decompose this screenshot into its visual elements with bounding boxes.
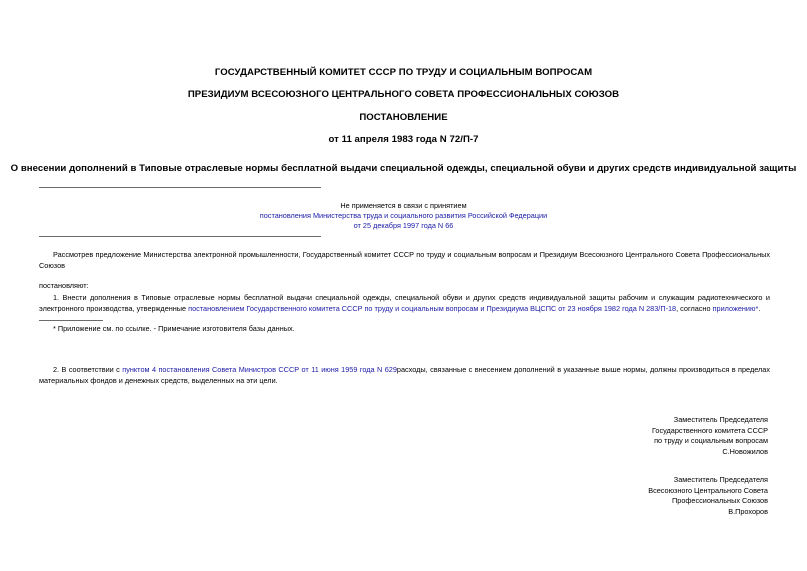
date-number: от 11 апреля 1983 года N 72/П-7 xyxy=(328,134,479,145)
footnote-rule xyxy=(39,320,103,321)
signature-block-2 xyxy=(508,475,768,518)
item-2-end: расходы, связанные с внесением дополнений в указанные выше нормы, должны производиться в пределах материальных фондов и денежных средств, выделенных на эти цели. xyxy=(39,365,770,385)
resolve-paragraph: постановляют: xyxy=(39,281,89,290)
signature-line: Заместитель Председателя xyxy=(673,475,768,484)
signatory-name: С.Новожилов xyxy=(722,447,768,457)
committee-heading: ГОСУДАРСТВЕННЫЙ КОМИТЕТ СССР ПО ТРУДУ И СОЦИАЛЬНЫМ ВОПРОСАМ xyxy=(214,67,593,78)
council-decree-link[interactable]: пунктом 4 постановления Совета Министров СССР от 11 июня 1959 года N 629 xyxy=(122,365,397,374)
divider-bottom xyxy=(39,236,321,237)
doc-type-heading: ПОСТАНОВЛЕНИЕ xyxy=(359,112,448,123)
item-1-end: . xyxy=(758,304,761,313)
signatory-name: В.Прохоров xyxy=(728,507,768,517)
signature-line: Заместитель Председателя xyxy=(673,415,768,424)
divider-top xyxy=(39,187,321,188)
decree-1982-link[interactable]: постановлением Государственного комитета СССР по труду и социальным вопросам и Президиума ВЦСПС от 23 ноября 1982 года N 283/П-18 xyxy=(188,304,677,313)
subject-title: О внесении дополнений в Типовые отраслевые нормы бесплатной выдачи специальной одежды, специальной обуви и других средств индивидуальной защиты xyxy=(10,163,797,174)
notice-line: Не применяется в связи с принятием xyxy=(340,201,467,210)
appendix-link[interactable]: приложению* xyxy=(712,304,759,313)
item-2-paragraph xyxy=(39,364,770,386)
footnote: * Приложение см. по ссылке. - Примечание изготовителя базы данных. xyxy=(53,324,295,333)
signature-block-1 xyxy=(508,415,768,458)
notice-link-date[interactable]: от 25 декабря 1997 года N 66 xyxy=(353,221,454,230)
signature-line: Государственного комитета СССР xyxy=(651,425,768,435)
item-1-mid: , согласно xyxy=(676,304,713,313)
intro-paragraph: Рассмотрев предложение Министерства электронной промышленности, Государственный комитет СССР по труду и социальным вопросам и Президиум Всесоюзного Центрального Совета Профессиональных Союзов xyxy=(39,250,770,270)
item-1-paragraph xyxy=(39,292,770,314)
signature-line: по труду и социальным вопросам xyxy=(654,436,768,446)
notice-link[interactable]: постановления Министерства труда и социального развития Российской Федерации xyxy=(259,211,548,220)
signature-line: Всесоюзного Центрального Совета xyxy=(648,485,768,495)
presidium-heading: ПРЕЗИДИУМ ВСЕСОЮЗНОГО ЦЕНТРАЛЬНОГО СОВЕТА ПРОФЕССИОНАЛЬНЫХ СОЮЗОВ xyxy=(187,89,620,100)
item-2-start: 2. В соответствии с xyxy=(53,365,123,374)
signature-line: Профессиональных Союзов xyxy=(672,496,768,506)
item-1-text: 1. Внести дополнения в Типовые отраслевые нормы бесплатной выдачи специальной одежды, специальной обуви и других средств индивидуальной защиты рабочим и служащим радиотехнического и электронного производства, утвержденные xyxy=(39,293,770,313)
